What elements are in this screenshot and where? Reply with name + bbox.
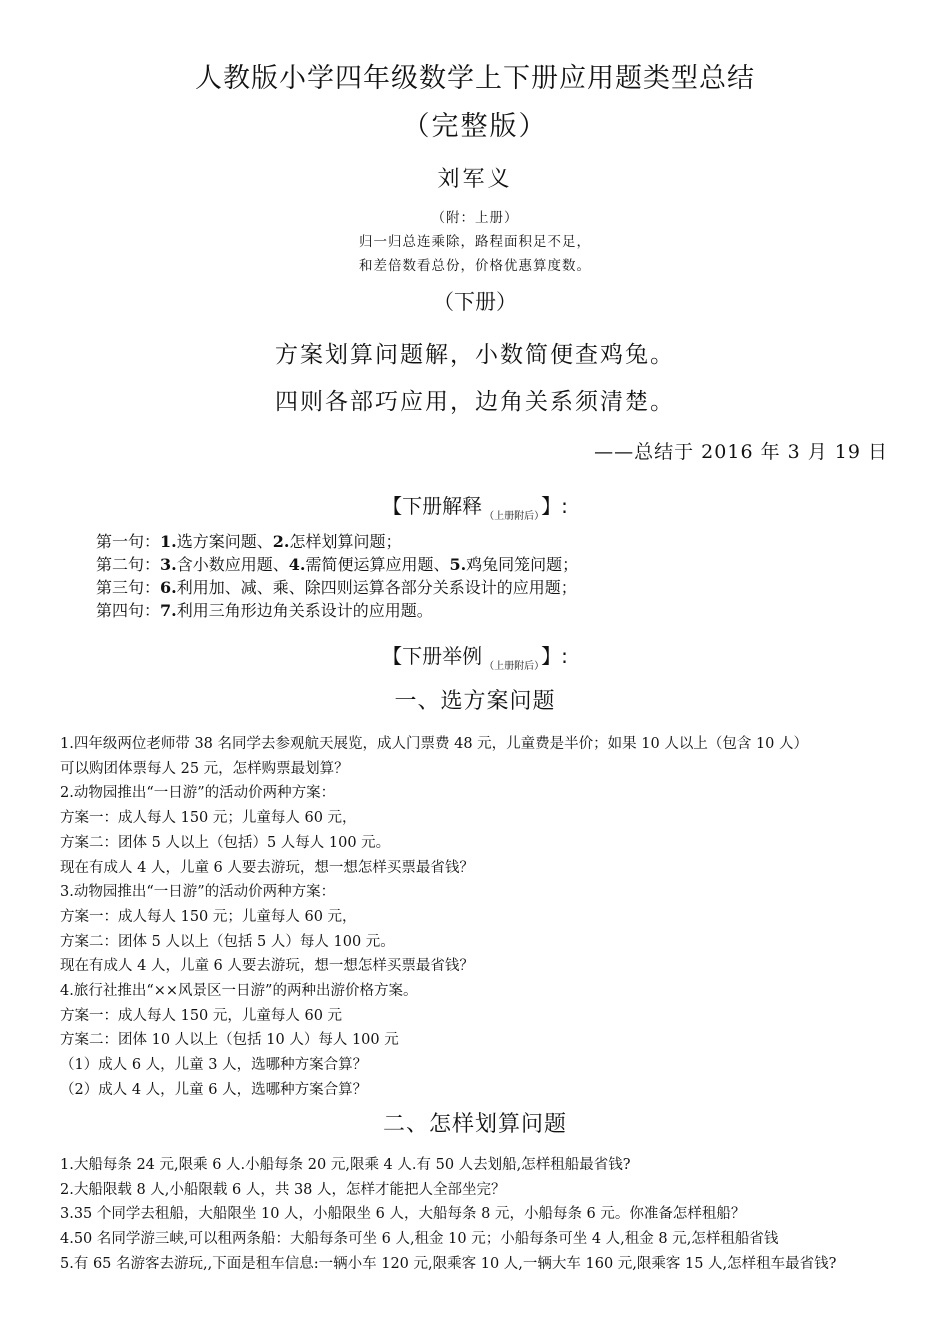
section-1-heading: 一、选方案问题	[394, 689, 556, 714]
explain-item	[96, 530, 578, 553]
problem-line: 方案一：成人每人 150 元，儿童每人 60 元	[60, 1007, 343, 1024]
problem-line: 3.35 个同学去租船，大船限坐 10 人，小船限坐 6 人，大船每条 8 元，小船每条 6 元。你准备怎样租船？	[60, 1206, 746, 1223]
explain-list	[96, 530, 578, 622]
example-note: （上册附后）	[484, 661, 540, 672]
explain-item-number: 2.	[272, 532, 290, 551]
explain-item	[96, 576, 578, 599]
explain-section-label	[0, 490, 950, 522]
explain-item-prefix: 第二句：	[96, 555, 161, 574]
explain-item-prefix: 第一句：	[96, 532, 161, 551]
section-2-body	[60, 1153, 900, 1277]
problem-line: 方案二：团体 10 人以上（包括 10 人）每人 100 元	[60, 1032, 399, 1049]
problem-line: 4.50 名同学游三峡,可以租两条船：大船每条可坐 6 人,租金 10 元；小船每条可坐 4 人,租金 8 元,怎样租船省钱	[60, 1231, 779, 1248]
problem-line: 3.动物园推出“一日游”的活动价两种方案：	[60, 884, 336, 901]
problem-line: 方案一：成人每人 150 元；儿童每人 60 元，	[60, 810, 357, 827]
problem-line: 方案二：团体 5 人以上（包括 5 人）每人 100 元。	[60, 933, 395, 950]
explain-note: （上册附后）	[484, 511, 540, 522]
explain-item-text: 利用三角形边角关系设计的应用题。	[176, 601, 433, 620]
explain-item-number: 7.	[160, 601, 177, 620]
upper-note-line-2: 和差倍数看总份，价格优惠算度数。	[359, 258, 591, 274]
bracket-open: 【	[382, 494, 403, 518]
problem-line: 可以购团体票每人 25 元，怎样购票最划算？	[60, 760, 349, 777]
explain-item-text: 怎样划算问题；	[289, 532, 402, 551]
lower-volume-heading: （下册）	[433, 290, 517, 314]
upper-note-line-1: 归一归总连乘除，路程面积足不足，	[359, 234, 591, 250]
explain-item-text: 鸡兔同笼问题；	[466, 555, 579, 574]
page-title: 人教版小学四年级数学上下册应用题类型总结	[195, 63, 755, 94]
problem-line: 1.大船每条 24 元,限乘 6 人.小船每条 20 元,限乘 4 人.有 50 人去划船,怎样租船最省钱?	[60, 1157, 631, 1173]
problem-line: 5.有 65 名游客去游玩,,下面是租车信息:一辆小车 120 元,限乘客 10 人,一辆大车 160 元,限乘客 15 人,怎样租车最省钱?	[60, 1255, 837, 1272]
explain-item	[96, 599, 578, 622]
section-2-heading: 二、怎样划算问题	[382, 1112, 567, 1137]
explain-item-prefix: 第三句：	[96, 578, 161, 597]
problem-line: 方案一：成人每人 150 元；儿童每人 60 元，	[60, 908, 357, 925]
section-1-body	[60, 732, 900, 1103]
explain-label: 下册解释	[402, 494, 483, 518]
explain-item-number: 5.	[449, 555, 467, 574]
explain-item-text: 选方案问题、	[176, 532, 273, 551]
bracket-close: 】:	[541, 644, 568, 668]
verse-line-1: 方案划算问题解，小数简便查鸡兔。	[275, 342, 675, 368]
example-section-label	[0, 640, 950, 672]
explain-item	[96, 553, 578, 576]
problem-line: （2）成人 4 人，儿童 6 人，选哪种方案合算？	[60, 1081, 368, 1098]
dateline: ——总结于 2016 年 3 月 19 日	[594, 441, 888, 463]
bracket-open: 【	[382, 644, 403, 668]
problem-line: 4.旅行社推出“××风景区一日游”的两种出游价格方案。	[60, 983, 418, 1000]
problem-line: （1）成人 6 人，儿童 3 人，选哪种方案合算？	[60, 1057, 368, 1074]
author-name: 刘军义	[437, 167, 513, 192]
verse-line-2: 四则各部巧应用，边角关系须清楚。	[275, 389, 675, 415]
explain-item-number: 3.	[160, 555, 177, 574]
bracket-close: 】:	[541, 494, 568, 518]
problem-line: 现在有成人 4 人，儿童 6 人要去游玩，想一想怎样买票最省钱？	[60, 859, 474, 876]
explain-item-prefix: 第四句：	[96, 601, 161, 620]
explain-item-number: 4.	[288, 555, 306, 574]
example-label: 下册举例	[402, 644, 483, 668]
problem-line: 2.动物园推出“一日游”的活动价两种方案：	[60, 785, 336, 802]
explain-item-text: 含小数应用题、	[176, 555, 289, 574]
explain-item-number: 6.	[160, 578, 177, 597]
problem-line: 1.四年级两位老师带 38 名同学去参观航天展览，成人门票费 48 元，儿童费是半价；如果 10 人以上（包含 10 人）	[60, 736, 809, 752]
problem-line: 方案二：团体 5 人以上（包括）5 人每人 100 元。	[60, 834, 391, 851]
problem-line: 2.大船限载 8 人,小船限载 6 人，共 38 人，怎样才能把人全部坐完？	[60, 1181, 506, 1198]
problem-line: 现在有成人 4 人，儿童 6 人要去游玩，想一想怎样买票最省钱？	[60, 958, 474, 975]
explain-item-number: 1.	[160, 532, 177, 551]
page-subtitle: （完整版）	[402, 111, 548, 142]
explain-item-text: 需简便运算应用题、	[305, 555, 450, 574]
upper-volume-note	[0, 205, 950, 279]
upper-note-label: （附：上册）	[431, 210, 519, 226]
explain-item-text: 利用加、减、乘、除四则运算各部分关系设计的应用题；	[176, 578, 577, 597]
